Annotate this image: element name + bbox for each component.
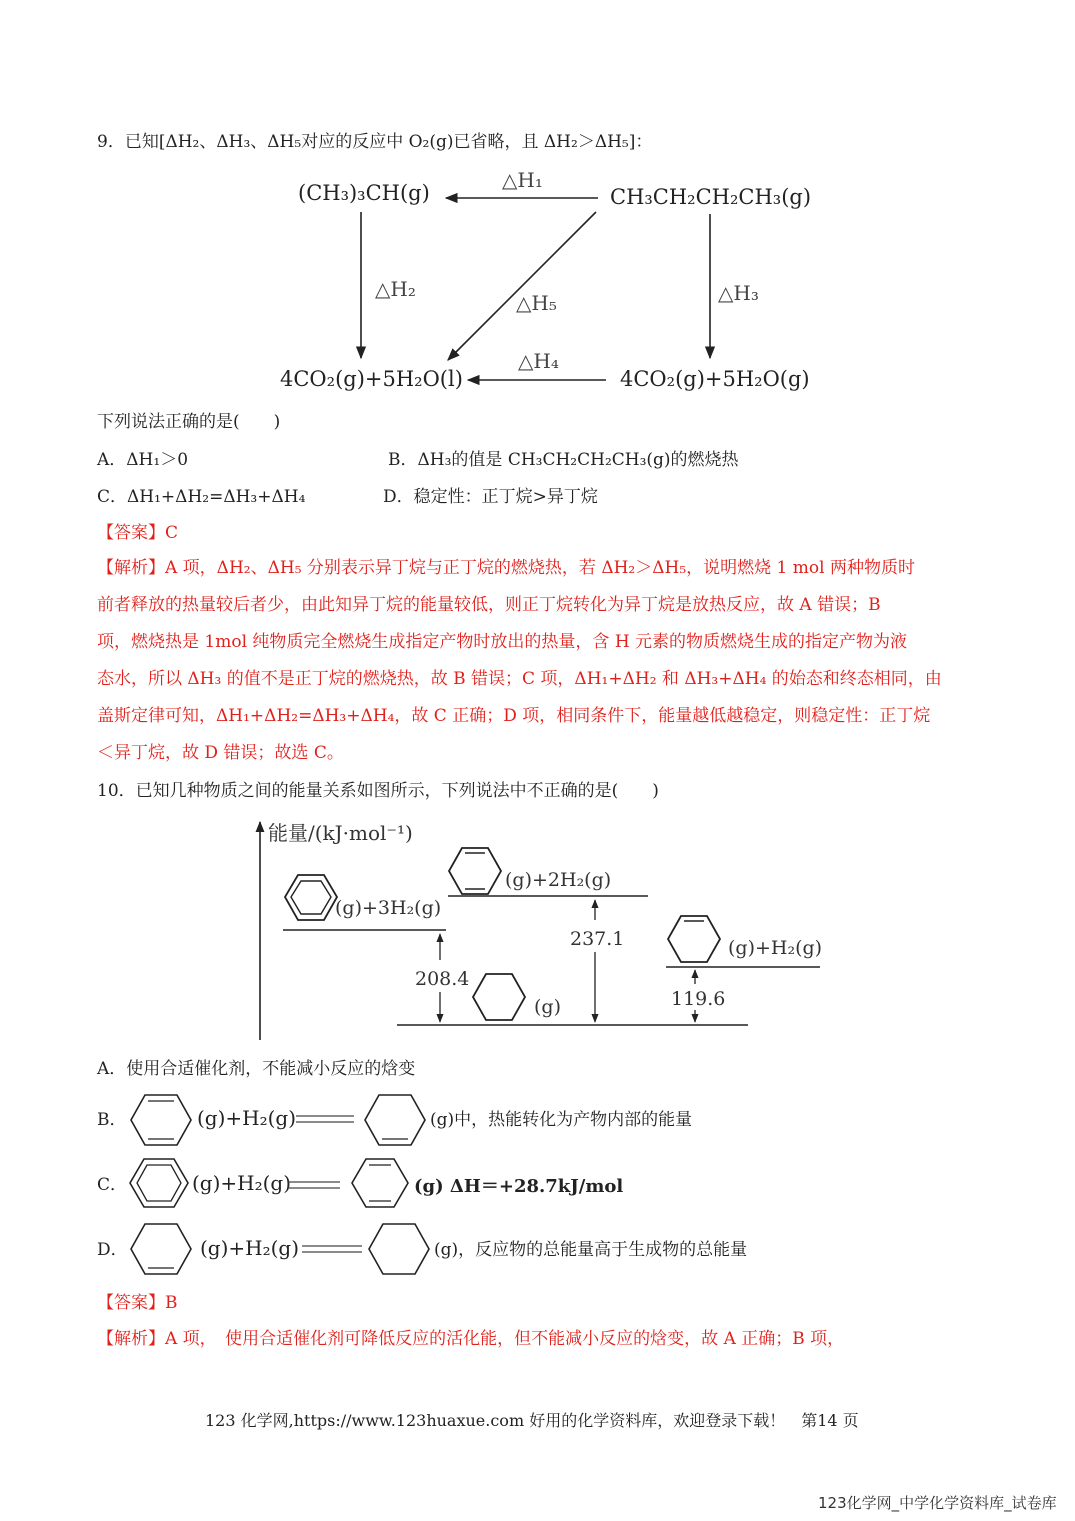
q9-analysis-line: 态水，所以 ΔH₃ 的值不是正丁烷的燃烧热，故 B 错误；C 项，ΔH₁+ΔH₂ 和 ΔH₃+ΔH₄ 的始态和终态相同，由 — [97, 669, 942, 689]
v1-label: 208.4 — [415, 968, 470, 990]
cyclohexadiene-icon — [128, 1093, 194, 1147]
dh2-label: △H₂ — [375, 277, 416, 301]
q10-option-a: A．使用合适催化剂，不能减小反应的焓变 — [97, 1059, 416, 1079]
equals-arrow — [300, 1243, 364, 1255]
page-footer: 123 化学网,https://www.123huaxue.com 好用的化学资料库，欢迎登录下载！ 第14 页 — [205, 1411, 859, 1430]
q9-option-a: A．ΔH₁＞0 — [97, 450, 189, 470]
q10-option-d-reactants: (g)+H₂(g) — [200, 1236, 300, 1260]
q9-analysis-line: 盖斯定律可知，ΔH₁+ΔH₂=ΔH₃+ΔH₄，故 C 正确；D 项，相同条件下，能量越低越稳定，则稳定性：正丁烷 — [97, 706, 931, 726]
isobutane-label: (CH₃)₃CH(g) — [298, 181, 430, 205]
q9-answer: 【答案】C — [97, 523, 179, 543]
q10-option-b-prefix: B． — [97, 1110, 127, 1130]
cyclohexadiene-level-label: (g)+2H₂(g) — [505, 869, 612, 891]
q9-analysis-line: 【解析】A 项，ΔH₂、ΔH₅ 分别表示异丁烷与正丁烷的燃烧热，若 ΔH₂＞ΔH₅，说明燃烧 1 mol 两种物质时 — [97, 558, 915, 578]
dh1-label: △H₁ — [502, 168, 543, 192]
q10-option-c-text: (g) ΔH＝+28.7kJ/mol — [414, 1176, 624, 1197]
q9-prompt: 下列说法正确的是( ) — [97, 412, 281, 432]
cyclohexene-icon — [128, 1222, 194, 1276]
q10-option-d-prefix: D． — [97, 1240, 128, 1260]
butane-label: CH₃CH₂CH₂CH₃(g) — [610, 185, 812, 209]
dh4-label: △H₄ — [518, 349, 559, 373]
q9-analysis-line: 前者释放的热量较后者少，由此知异丁烷的能量较低，则正丁烷转化为异丁烷是放热反应，故 A 错误；B — [97, 595, 881, 615]
cyclohexene-icon — [362, 1093, 428, 1147]
dh3-label: △H₃ — [718, 281, 759, 305]
q9-analysis-line: 项，燃烧热是 1mol 纯物质完全燃烧生成指定产物时放出的热量，含 H 元素的物质燃烧生成的指定产物为液 — [97, 632, 908, 652]
benzene-icon — [285, 875, 337, 920]
cyclohexene-level-label: (g)+H₂(g) — [728, 937, 823, 959]
y-axis-label: 能量/(kJ·mol⁻¹) — [268, 821, 413, 845]
q9-option-c: C．ΔH₁+ΔH₂=ΔH₃+ΔH₄ — [97, 487, 306, 507]
q9-analysis-line: ＜异丁烷，故 D 错误；故选 C。 — [97, 743, 344, 763]
q9-stem: 9．已知[ΔH₂、ΔH₃、ΔH₅对应的反应中 O₂(g)已省略，且 ΔH₂＞ΔH₅]： — [97, 132, 653, 152]
equals-arrow — [286, 1179, 342, 1191]
v3-label: 119.6 — [671, 988, 726, 1010]
q9-option-b: B．ΔH₃的值是 CH₃CH₂CH₂CH₃(g)的燃烧热 — [388, 450, 739, 470]
dh5-label: △H₅ — [516, 291, 557, 315]
products-liquid-label: 4CO₂(g)+5H₂O(l) — [280, 367, 463, 391]
watermark: 123化学网_中学化学资料库_试卷库 — [818, 1494, 1057, 1512]
q9-analysis — [97, 550, 982, 772]
q10-answer: 【答案】B — [97, 1293, 178, 1313]
products-gas-label: 4CO₂(g)+5H₂O(g) — [620, 367, 810, 391]
cyclohexane-icon — [366, 1222, 432, 1276]
cyclohexadiene-icon — [350, 1157, 410, 1209]
q10-option-d-text: (g)，反应物的总能量高于生成物的总能量 — [434, 1240, 748, 1260]
benzene-level-label: (g)+3H₂(g) — [335, 897, 442, 919]
v2-label: 237.1 — [570, 928, 625, 950]
q10-option-b-text: (g)中，热能转化为产物内部的能量 — [430, 1110, 693, 1130]
benzene-icon — [128, 1157, 190, 1209]
dh5-arrow — [448, 212, 596, 360]
q10-option-c-reactants: (g)+H₂(g) — [192, 1171, 292, 1195]
equals-arrow — [294, 1113, 356, 1125]
q9-reaction-diagram — [280, 160, 820, 400]
cyclohexene-icon — [668, 916, 720, 962]
q10-option-c-prefix: C． — [97, 1175, 128, 1195]
cyclohexane-icon — [473, 974, 525, 1020]
q10-analysis: 【解析】A 项， 使用合适催化剂可降低反应的活化能，但不能减小反应的焓变，故 A 正确；B 项， — [97, 1329, 845, 1349]
q10-option-b-reactants: (g)+H₂(g) — [197, 1106, 297, 1130]
q9-option-d: D．稳定性：正丁烷>异丁烷 — [383, 487, 598, 507]
cyclohexadiene-icon — [449, 848, 501, 894]
q10-stem: 10．已知几种物质之间的能量关系如图所示，下列说法中不正确的是( ) — [97, 781, 659, 801]
q10-energy-diagram — [240, 812, 830, 1047]
cyclohexane-level-label: (g) — [534, 996, 561, 1018]
